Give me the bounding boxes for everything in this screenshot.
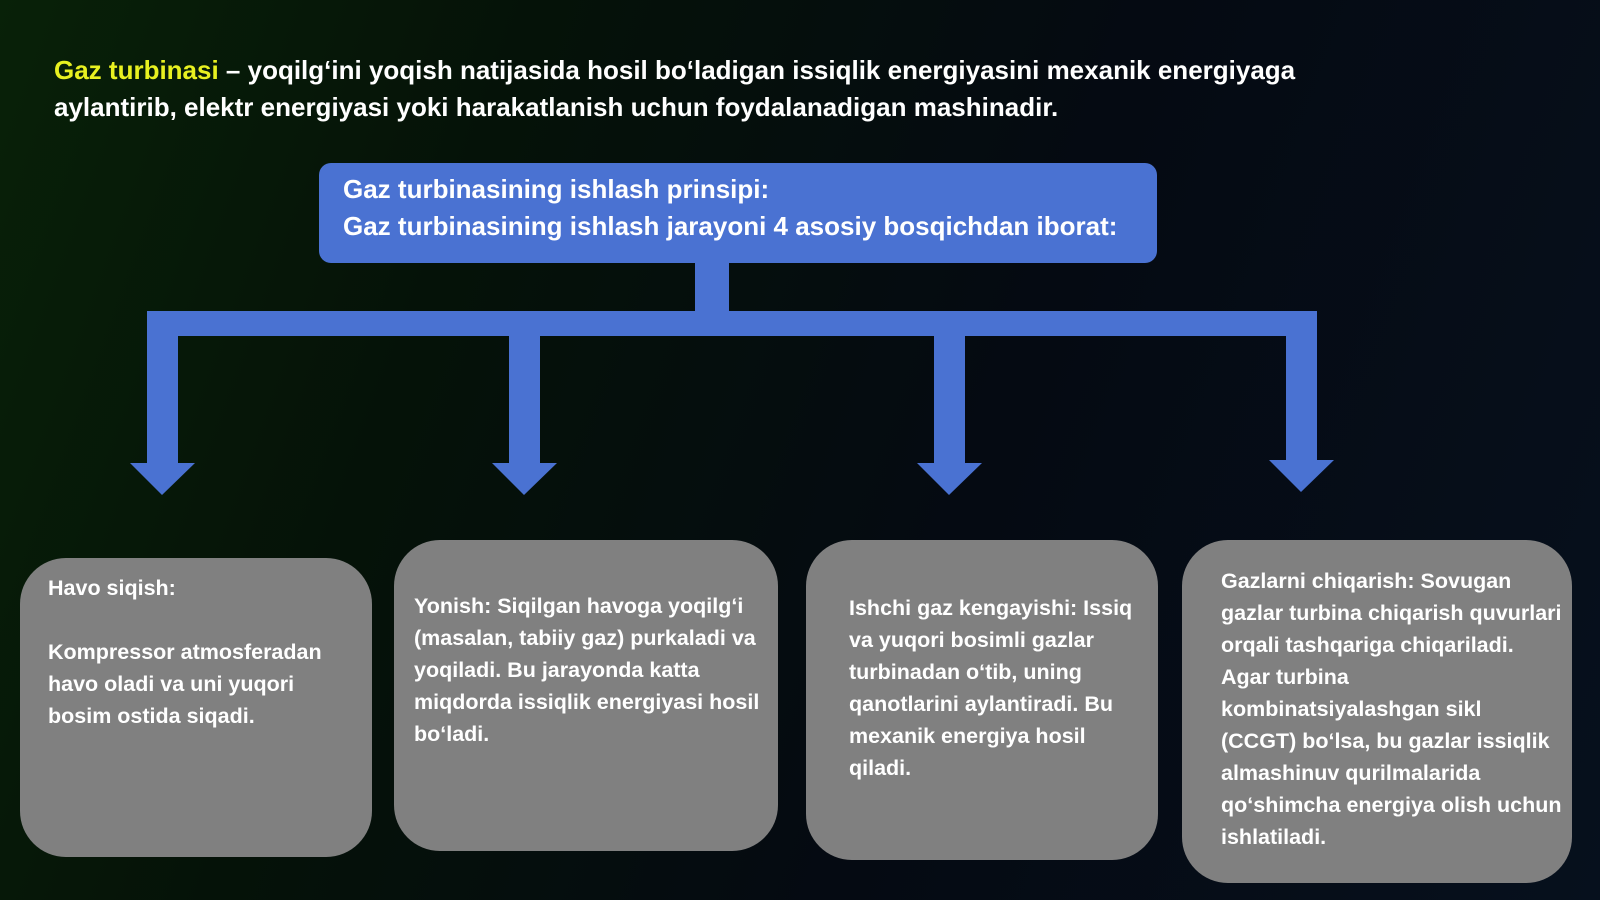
connector-stem bbox=[695, 263, 729, 311]
stage-card-air-compression: Havo siqish: Kompressor atmosferadan havo oladi va uni yuqori bosim ostida siqadi. bbox=[20, 558, 372, 857]
arrow-down-3 bbox=[917, 336, 982, 495]
arrow-down-1 bbox=[130, 336, 195, 495]
principle-subtitle: Gaz turbinasining ishlash jarayoni 4 asosiy bosqichdan iborat: bbox=[343, 211, 1118, 241]
stage-card-combustion: Yonish: Siqilgan havoga yoqilg‘i (masalan, tabiiy gaz) purkaladi va yoqiladi. Bu jarayonda katta miqdorda issiqlik energiyasi hosil bo‘ladi. bbox=[394, 540, 778, 851]
definition-term: Gaz turbinasi bbox=[54, 55, 219, 85]
arrow-down-2 bbox=[492, 336, 557, 495]
principle-title: Gaz turbinasining ishlash prinsipi: bbox=[343, 174, 770, 204]
stage-card-expansion: Ishchi gaz kengayishi: Issiq va yuqori bosimli gazlar turbinadan o‘tib, uning qanotlarini aylantiradi. Bu mexanik energiya hosil qiladi. bbox=[806, 540, 1158, 860]
arrow-down-4 bbox=[1269, 311, 1334, 492]
definition-text: – yoqilg‘ini yoqish natijasida hosil bo‘ladigan issiqlik energiyasini mexanik energiyaga aylantirib, elektr energiyasi yoki harakatlanish uchun foydalanadigan mashinadir. bbox=[54, 55, 1296, 122]
stage-card-exhaust: Gazlarni chiqarish: Sovugan gazlar turbina chiqarish quvurlari orqali tashqariga chiqariladi. Agar turbina kombinatsiyalashgan sikl (CCGT) bo‘lsa, bu gazlar issiqlik almashinuv qurilmalarida qo‘shimcha energiya olish uchun ishlatiladi. bbox=[1182, 540, 1572, 883]
connector-bar bbox=[147, 311, 1317, 336]
